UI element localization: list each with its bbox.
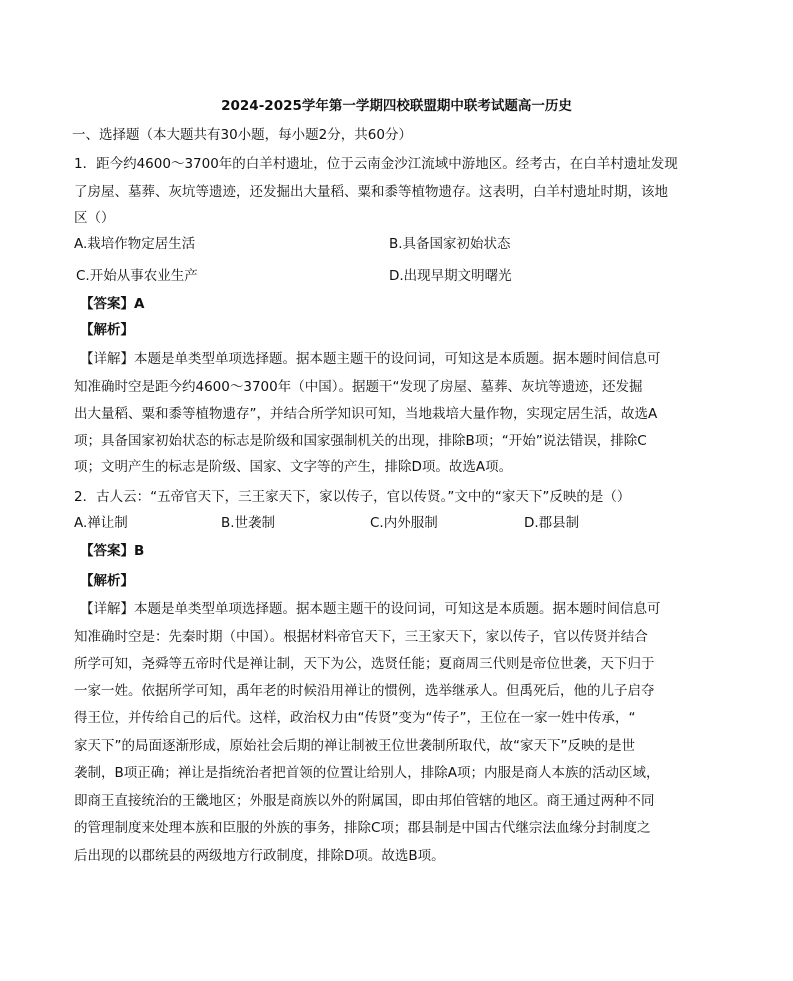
q2-analysis-label: 【解析】 <box>80 573 134 589</box>
q2-option-c: C.内外服制 <box>370 515 438 531</box>
q2-detail-line-7: 袭制，B项正确；禅让是指统治者把首领的位置让给别人，排除A项；内服是商人本族的活动区域， <box>74 765 660 781</box>
q1-stem-line-3: 区（） <box>74 210 115 226</box>
q1-detail-line-4: 项；具备国家初始状态的标志是阶级和国家强制机关的出现，排除B项；“开始”说法错误，排除C <box>74 433 647 449</box>
q1-option-a: A.栽培作物定居生活 <box>74 236 196 252</box>
q2-detail-line-6: 家天下”的局面逐渐形成，原始社会后期的禅让制被王位世袭制所取代，故“家天下”反映的是世 <box>74 738 635 754</box>
q2-option-b: B.世袭制 <box>221 515 276 531</box>
q2-option-d: D.郡县制 <box>524 515 580 531</box>
q1-detail-line-5: 项；文明产生的标志是阶级、国家、文字等的产生，排除D项。故选A项。 <box>74 459 513 475</box>
q2-option-a: A.禅让制 <box>74 515 128 531</box>
q2-detail-line-10: 后出现的以郡统县的两级地方行政制度，排除D项。故选B项。 <box>74 848 445 864</box>
q2-detail-line-3: 所学可知，尧舜等五帝时代是禅让制，天下为公，选贤任能；夏商周三代则是帝位世袭，天下归于 <box>74 656 655 672</box>
q1-option-b: B.具备国家初始状态 <box>389 236 511 252</box>
q1-answer: 【答案】A <box>80 296 145 312</box>
q1-option-c: C.开始从事农业生产 <box>76 268 198 284</box>
q1-analysis-label: 【解析】 <box>80 322 134 338</box>
q2-detail-line-2: 知准确时空是：先秦时期（中国）。根据材料帝官天下，三王家天下，家以传子，官以传贤并结合 <box>74 629 648 645</box>
section-heading: 一、选择题（本大题共有30小题，每小题2分，共60分） <box>72 127 412 143</box>
q2-detail-line-4: 一家一姓。依据所学可知，禹年老的时候沿用禅让的惯例，选举继承人。但禹死后，他的儿子启夺 <box>74 683 655 699</box>
q2-stem: 2．古人云：“五帝官天下，三王家天下，家以传子，官以传贤。”文中的“家天下”反映的是（） <box>74 489 631 505</box>
q2-detail-line-8: 即商王直接统治的王畿地区；外服是商族以外的附属国，即由邦伯管辖的地区。商王通过两种不同 <box>74 793 655 809</box>
q2-detail-line-5: 得王位，并传给自己的后代。这样，政治权力由“传贤”变为“传子”，王位在一家一姓中传承，“ <box>74 710 636 726</box>
q2-answer: 【答案】B <box>80 543 145 559</box>
q1-stem-line-1: 1．距今约4600～3700年的白羊村遗址，位于云南金沙江流域中游地区。经考古，在白羊村遗址发现 <box>74 156 678 172</box>
q1-detail-line-3: 出大量稻、粟和黍等植物遗存”，并结合所学知识可知，当地栽培大量作物，实现定居生活，故选A <box>74 406 658 422</box>
q2-detail-line-1: 【详解】本题是单类型单项选择题。据本题主题干的设问词，可知这是本质题。据本题时间信息可 <box>80 601 661 617</box>
q1-option-d: D.出现早期文明曙光 <box>389 268 512 284</box>
document-title: 2024-2025学年第一学期四校联盟期中联考试题高一历史 <box>221 98 572 114</box>
q1-detail-line-2: 知准确时空是距今约4600～3700年（中国）。据题干“发现了房屋、墓葬、灰坑等遗迹，还发掘 <box>74 379 643 395</box>
q1-stem-line-2: 了房屋、墓葬、灰坑等遗迹，还发掘出大量稻、粟和黍等植物遗存。这表明，白羊村遗址时期，该地 <box>74 184 668 200</box>
q2-detail-line-9: 的管理制度来处理本族和臣服的外族的事务，排除C项；郡县制是中国古代继宗法血缘分封制度之 <box>74 820 651 836</box>
q1-detail-line-1: 【详解】本题是单类型单项选择题。据本题主题干的设问词，可知这是本质题。据本题时间信息可 <box>80 351 661 367</box>
